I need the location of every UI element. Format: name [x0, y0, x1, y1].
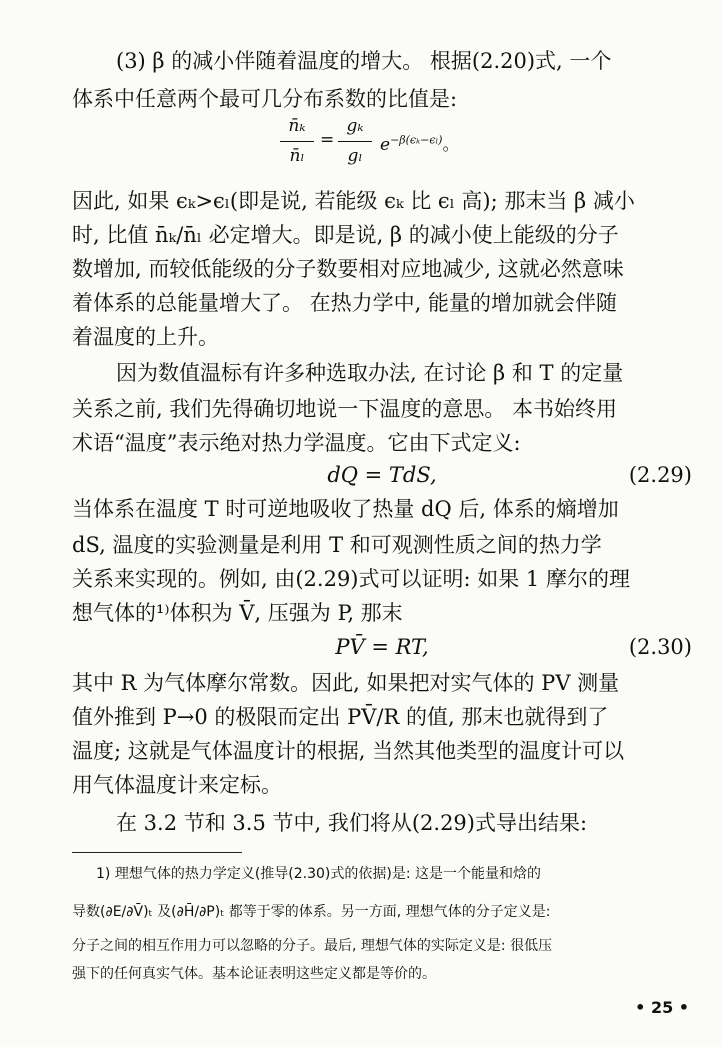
body-line: 因为数值温标有许多种选取办法, 在讨论 β 和 T 的定量 [116, 361, 624, 385]
body-line: 当体系在温度 T 时可逆地吸收了热量 dQ 后, 体系的熵增加 [72, 497, 619, 521]
equals-sign: = [320, 130, 335, 150]
equation-number: (2.30) [628, 635, 692, 659]
equation-2-29 [72, 458, 692, 492]
equation-expression: dQ = TdS, [327, 463, 437, 487]
body-line: 体系中任意两个最可几分布系数的比值是: [72, 87, 458, 111]
footnote-line: 分子之间的相互作用力可以忽略的分子。最后, 理想气体的实际定义是: 很低压 [72, 938, 553, 954]
body-line: 关系之前, 我们先得确切地说一下温度的意思。 本书始终用 [72, 397, 618, 421]
fraction-bar [280, 141, 314, 142]
body-line: 着体系的总能量增大了。 在热力学中, 能量的增加就会伴随 [72, 291, 618, 315]
footnote-divider [72, 852, 242, 853]
body-line: 时, 比值 n̄ₖ/n̄ₗ 必定增大。即是说, β 的减小使上能级的分子 [72, 223, 619, 247]
equation-number: (2.29) [628, 463, 692, 487]
eq-denominator-left: n̄ₗ [289, 146, 305, 166]
body-line: 值外推到 P→0 的极限而定出 PV̄/R 的值, 那末也就得到了 [72, 705, 609, 729]
eq-denominator-right: gₗ [347, 146, 363, 166]
eq-numerator-right: gₖ [346, 116, 364, 136]
footnote-line: 强下的任何真实气体。基本论证表明这些定义都是等价的。 [72, 966, 436, 982]
equation-2-30 [72, 630, 692, 664]
body-line: 关系来实现的。例如, 由(2.29)式可以证明: 如果 1 摩尔的理 [72, 567, 630, 591]
body-line: 想气体的¹⁾体积为 V̄, 压强为 P, 那末 [72, 601, 403, 625]
fraction-bar [338, 141, 372, 142]
body-line: 其中 R 为气体摩尔常数。因此, 如果把对实气体的 PV 测量 [72, 671, 620, 695]
footnote-line: 1) 理想气体的热力学定义(推导(2.30)式的依据)是: 这是一个能量和焓的 [96, 866, 542, 882]
body-line: 在 3.2 节和 3.5 节中, 我们将从(2.29)式导出结果: [116, 811, 588, 835]
body-line: 着温度的上升。 [72, 325, 219, 349]
body-line: dS, 温度的实验测量是利用 T 和可观测性质之间的热力学 [72, 533, 602, 557]
boltzmann-ratio-equation [280, 112, 480, 176]
page-number: • 25 • [635, 998, 689, 1017]
eq-numerator-left: n̄ₖ [288, 116, 306, 136]
body-line: 术语“温度”表示绝对热力学温度。它由下式定义: [72, 431, 521, 455]
exponential-term: $e^{-\beta(\epsilon_k-\epsilon_l)}$。 [380, 133, 460, 155]
body-line: (3) β 的减小伴随着温度的增大。 根据(2.20)式, 一个 [116, 49, 612, 73]
equation-expression: PV̄ = RT, [335, 635, 429, 659]
footnote-line: 导数(∂E/∂V̄)ₜ 及(∂H̄/∂P)ₜ 都等于零的体系。另一方面, 理想气体的分子定义是: [72, 904, 551, 920]
body-line: 数增加, 而较低能级的分子数要相对应地减少, 这就必然意味 [72, 257, 624, 281]
body-line: 用气体温度计来定标。 [72, 773, 282, 797]
body-line: 温度; 这就是气体温度计的根据, 当然其他类型的温度计可以 [72, 739, 625, 763]
body-line: 因此, 如果 ϵₖ>ϵₗ(即是说, 若能级 ϵₖ 比 ϵₗ 高); 那末当 β 减小 [72, 189, 635, 213]
